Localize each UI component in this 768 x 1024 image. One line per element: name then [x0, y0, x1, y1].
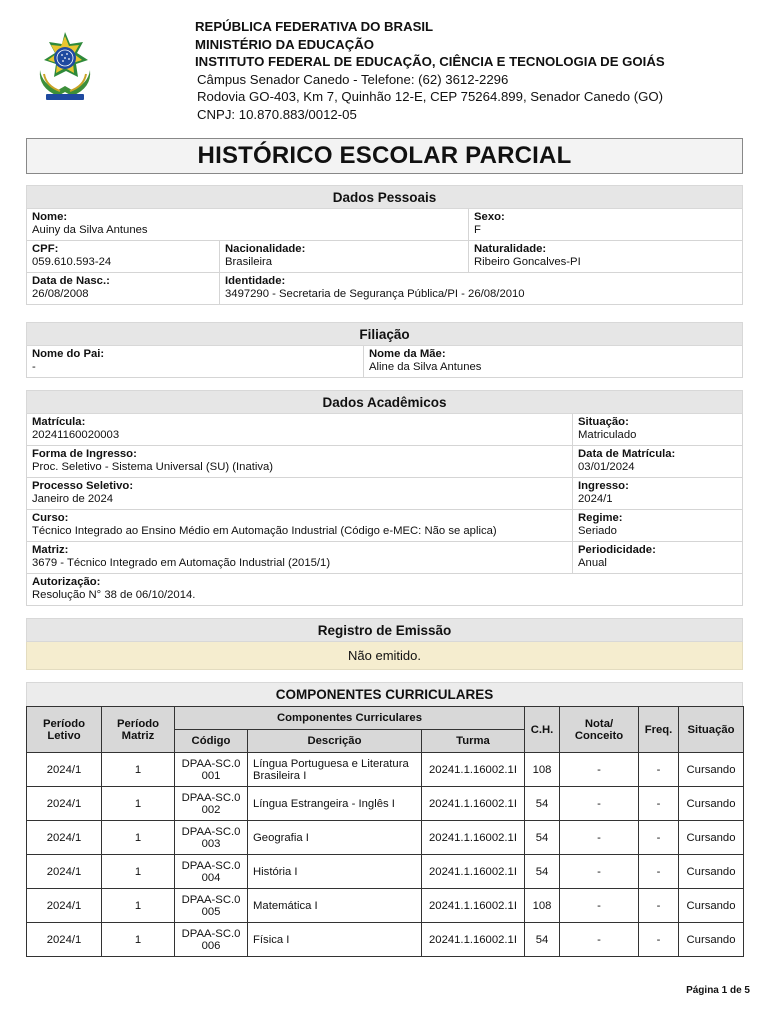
cell-codigo: DPAA-SC.0 005: [175, 889, 248, 923]
document-title: HISTÓRICO ESCOLAR PARCIAL: [26, 138, 743, 174]
document-header: [0, 0, 768, 130]
cell-matriz: 1: [102, 787, 175, 821]
cell-turma: 20241.1.16002.1I: [422, 821, 525, 855]
issuance-heading: Registro de Emissão: [26, 618, 743, 642]
issuance-section: [26, 618, 743, 670]
father-cell: [27, 346, 364, 377]
cell-descricao: Física I: [248, 923, 422, 957]
identity-label: Identidade:: [225, 275, 286, 287]
cell-freq: -: [639, 889, 679, 923]
enrollment-label: Matrícula:: [32, 416, 86, 428]
col-header-nota: Nota/ Conceito: [560, 707, 639, 753]
cell-situacao: Cursando: [679, 923, 744, 957]
cell-periodo: 2024/1: [27, 753, 102, 787]
selection-process-cell: [27, 478, 573, 509]
mother-cell: [364, 346, 742, 377]
col-header-situacao: Situação: [679, 707, 744, 753]
cell-periodo: 2024/1: [27, 923, 102, 957]
cell-periodo: 2024/1: [27, 787, 102, 821]
cell-codigo: DPAA-SC.0 001: [175, 753, 248, 787]
cell-freq: -: [639, 923, 679, 957]
personal-row-1: [27, 209, 742, 241]
admission-label: Ingresso:: [578, 480, 629, 492]
cell-ch: 108: [525, 753, 560, 787]
parents-section: [26, 322, 743, 378]
status-label: Situação:: [578, 416, 629, 428]
cell-nota: -: [560, 787, 639, 821]
academic-row-5: [27, 542, 742, 574]
enrollment-date-cell: [573, 446, 742, 477]
issuance-status: Não emitido.: [26, 642, 743, 670]
personal-row-2: [27, 241, 742, 273]
sex-label: Sexo:: [474, 211, 505, 223]
birthdate-value: 26/08/2008: [32, 288, 89, 300]
nationality-label: Nacionalidade:: [225, 243, 306, 255]
cpf-cell: [27, 241, 220, 272]
status-cell: [573, 414, 742, 445]
cell-descricao: História I: [248, 855, 422, 889]
cell-nota: -: [560, 889, 639, 923]
curriculum-label: Matriz:: [32, 544, 69, 556]
page-number: Página 1 de 5: [686, 985, 750, 996]
cpf-value: 059.610.593-24: [32, 256, 112, 268]
cell-matriz: 1: [102, 855, 175, 889]
cell-nota: -: [560, 821, 639, 855]
sex-value: F: [474, 224, 481, 236]
academic-row-4: [27, 510, 742, 542]
republic-name: REPÚBLICA FEDERATIVA DO BRASIL: [195, 19, 434, 34]
mother-value: Aline da Silva Antunes: [369, 361, 482, 373]
cell-situacao: Cursando: [679, 753, 744, 787]
cell-nota: -: [560, 923, 639, 957]
institute-name: INSTITUTO FEDERAL DE EDUCAÇÃO, CIÊNCIA E TECNOLOGIA DE GOIÁS: [195, 54, 665, 69]
curriculum-cell: [27, 542, 573, 573]
regime-label: Regime:: [578, 512, 623, 524]
periodicity-value: Anual: [578, 557, 607, 569]
institution-block: [195, 18, 665, 123]
table-row: [27, 787, 744, 821]
cell-freq: -: [639, 855, 679, 889]
authorization-value: Resolução N° 38 de 06/10/2014.: [32, 589, 196, 601]
col-header-periodo-letivo: Período Letivo: [27, 707, 102, 753]
father-value: -: [32, 361, 36, 373]
col-header-periodo-matriz: Período Matriz: [102, 707, 175, 753]
academic-row-6: [27, 574, 742, 606]
academic-row-3: [27, 478, 742, 510]
cell-ch: 54: [525, 787, 560, 821]
cell-freq: -: [639, 821, 679, 855]
admission-value: 2024/1: [578, 493, 613, 505]
table-row: [27, 855, 744, 889]
campus-phone: Câmpus Senador Canedo - Telefone: (62) 3612-2296: [197, 71, 509, 87]
parents-heading: Filiação: [26, 322, 743, 346]
cpf-label: CPF:: [32, 243, 59, 255]
cell-freq: -: [639, 753, 679, 787]
col-header-codigo: Código: [175, 730, 248, 753]
cell-ch: 54: [525, 821, 560, 855]
birthplace-value: Ribeiro Goncalves-PI: [474, 256, 581, 268]
cell-nota: -: [560, 855, 639, 889]
enrollment-value: 20241160020003: [32, 429, 120, 441]
cell-descricao: Língua Estrangeira - Inglês I: [248, 787, 422, 821]
cell-matriz: 1: [102, 753, 175, 787]
admission-cell: [573, 478, 742, 509]
regime-value: Seriado: [578, 525, 617, 537]
personal-row-3: [27, 273, 742, 305]
birthplace-cell: [469, 241, 742, 272]
cnpj: CNPJ: 10.870.883/0012-05: [197, 106, 357, 122]
campus-address: Rodovia GO-403, Km 7, Quinhão 12-E, CEP 75264.899, Senador Canedo (GO): [197, 89, 663, 104]
periodicity-label: Periodicidade:: [578, 544, 656, 556]
cell-turma: 20241.1.16002.1I: [422, 753, 525, 787]
admission-form-cell: [27, 446, 573, 477]
selection-process-label: Processo Seletivo:: [32, 480, 134, 492]
enrollment-date-label: Data de Matrícula:: [578, 448, 676, 460]
cell-ch: 54: [525, 923, 560, 957]
cell-codigo: DPAA-SC.0 006: [175, 923, 248, 957]
course-value: Técnico Integrado ao Ensino Médio em Automação Industrial (Código e-MEC: Não se aplica): [32, 525, 497, 537]
selection-process-value: Janeiro de 2024: [32, 493, 114, 505]
cell-turma: 20241.1.16002.1I: [422, 889, 525, 923]
father-label: Nome do Pai:: [32, 348, 105, 360]
birthdate-label: Data de Nasc.:: [32, 275, 110, 287]
cell-situacao: Cursando: [679, 855, 744, 889]
academic-data-heading: Dados Acadêmicos: [26, 390, 743, 414]
course-label: Curso:: [32, 512, 69, 524]
cell-descricao: Língua Portuguesa e Literatura Brasileira I: [248, 753, 422, 787]
ministry-name: MINISTÉRIO DA EDUCAÇÃO: [195, 36, 375, 52]
authorization-label: Autorização:: [32, 576, 101, 588]
identity-value: 3497290 - Secretaria de Segurança Pública/PI - 26/08/2010: [225, 288, 525, 300]
personal-data-heading: Dados Pessoais: [26, 185, 743, 209]
cell-matriz: 1: [102, 821, 175, 855]
authorization-cell: [27, 574, 742, 605]
cell-matriz: 1: [102, 889, 175, 923]
cell-turma: 20241.1.16002.1I: [422, 787, 525, 821]
academic-row-2: [27, 446, 742, 478]
regime-cell: [573, 510, 742, 541]
cell-ch: 108: [525, 889, 560, 923]
table-row: [27, 923, 744, 957]
parents-row: [27, 346, 742, 378]
cell-nota: -: [560, 753, 639, 787]
birthplace-label: Naturalidade:: [474, 243, 547, 255]
cell-codigo: DPAA-SC.0 002: [175, 787, 248, 821]
curricular-components-heading: COMPONENTES CURRICULARES: [26, 682, 743, 706]
cell-periodo: 2024/1: [27, 889, 102, 923]
cell-freq: -: [639, 787, 679, 821]
admission-form-value: Proc. Seletivo - Sistema Universal (SU) (Inativa): [32, 461, 274, 473]
cell-descricao: Matemática I: [248, 889, 422, 923]
col-header-ch: C.H.: [525, 707, 560, 753]
course-cell: [27, 510, 573, 541]
col-header-descricao: Descrição: [248, 730, 422, 753]
cell-situacao: Cursando: [679, 821, 744, 855]
cell-situacao: Cursando: [679, 889, 744, 923]
identity-cell: [220, 273, 742, 304]
table-row: [27, 753, 744, 787]
periodicity-cell: [573, 542, 742, 573]
sex-cell: [469, 209, 742, 240]
cell-codigo: DPAA-SC.0 003: [175, 821, 248, 855]
cell-matriz: 1: [102, 923, 175, 957]
birthdate-cell: [27, 273, 220, 304]
table-row: [27, 821, 744, 855]
personal-data-section: [26, 185, 743, 305]
cell-situacao: Cursando: [679, 787, 744, 821]
col-header-componentes-group: Componentes Curriculares: [175, 707, 525, 730]
name-label: Nome:: [32, 211, 68, 223]
curricular-components-table: [26, 706, 744, 957]
cell-codigo: DPAA-SC.0 004: [175, 855, 248, 889]
cell-descricao: Geografia I: [248, 821, 422, 855]
table-row: [27, 889, 744, 923]
cell-turma: 20241.1.16002.1I: [422, 855, 525, 889]
name-cell: [27, 209, 469, 240]
enrollment-date-value: 03/01/2024: [578, 461, 635, 473]
curriculum-value: 3679 - Técnico Integrado em Automação Industrial (2015/1): [32, 557, 331, 569]
enrollment-cell: [27, 414, 573, 445]
admission-form-label: Forma de Ingresso:: [32, 448, 137, 460]
cell-ch: 54: [525, 855, 560, 889]
nationality-value: Brasileira: [225, 256, 273, 268]
cell-periodo: 2024/1: [27, 821, 102, 855]
academic-row-1: [27, 414, 742, 446]
mother-label: Nome da Mãe:: [369, 348, 446, 360]
col-header-freq: Freq.: [639, 707, 679, 753]
cell-turma: 20241.1.16002.1I: [422, 923, 525, 957]
academic-data-section: [26, 390, 743, 606]
nationality-cell: [220, 241, 469, 272]
brazil-coat-of-arms-icon: [28, 30, 102, 104]
status-value: Matriculado: [578, 429, 637, 441]
curricular-components-section: [26, 682, 743, 957]
name-value: Auiny da Silva Antunes: [32, 224, 148, 236]
col-header-turma: Turma: [422, 730, 525, 753]
cell-periodo: 2024/1: [27, 855, 102, 889]
